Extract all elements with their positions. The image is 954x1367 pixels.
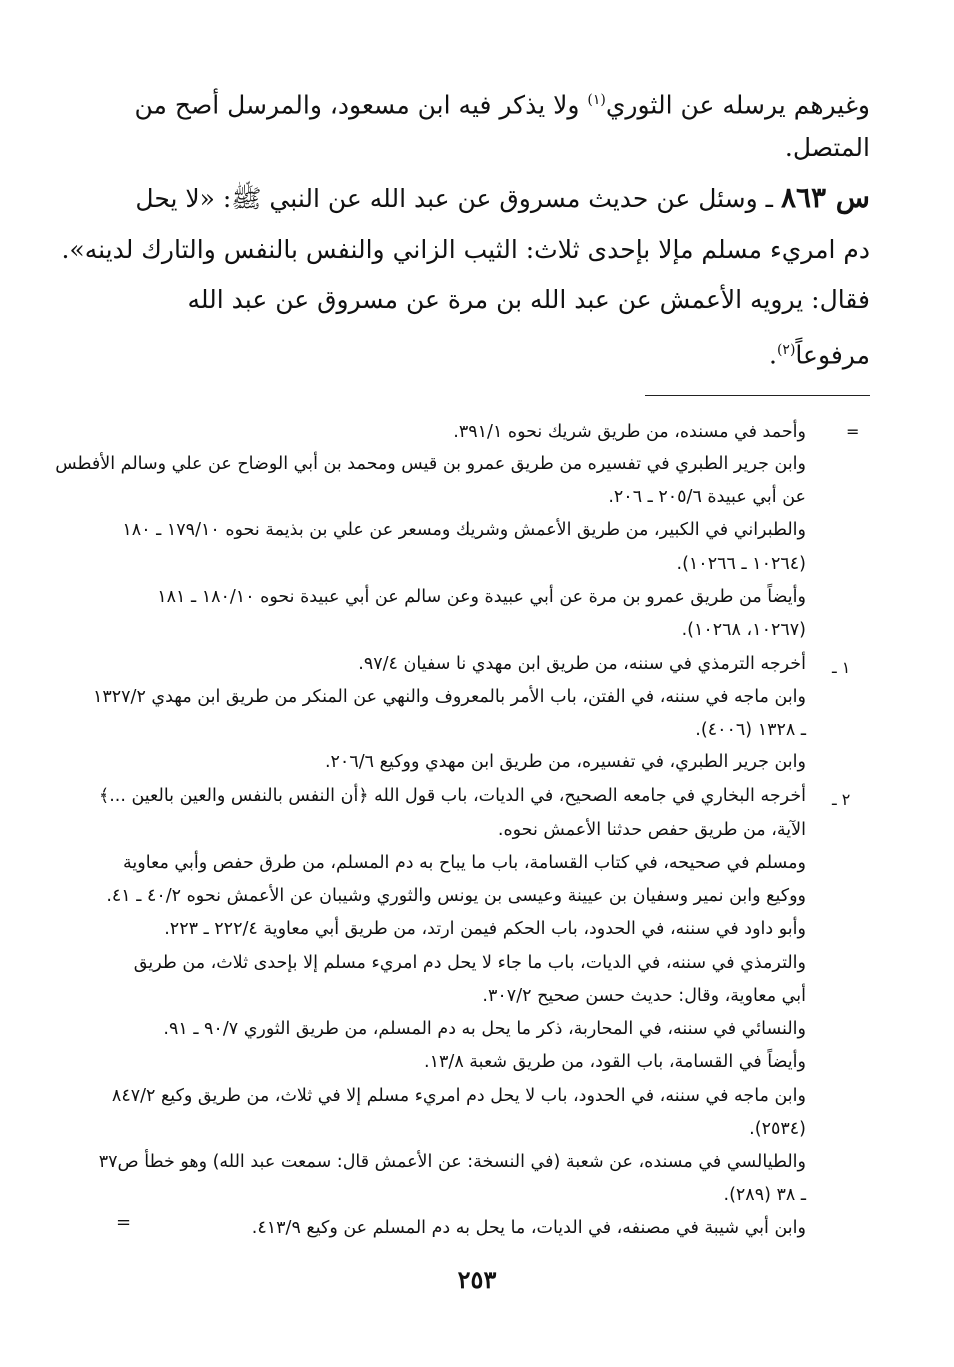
footnote-line: (١٠٢٦٤ ـ ١٠٢٦٦). xyxy=(676,554,806,574)
footnote-ref-2[interactable]: (٢) xyxy=(776,342,796,358)
main-line-1 xyxy=(135,84,871,121)
question-text-b: دم امريء مسلم مإلا بإحدى ثلاث: الثيب الزاني والنفس بالنفس والتارك لدينه». xyxy=(61,235,870,264)
footnote-line: وابن ماجه في سننه، في الحدود، باب لا يحل دم امريء مسلم إلا في ثلاث، من طريق وكيع ٨٤٧/٢ xyxy=(111,1086,806,1106)
footnote-separator xyxy=(645,395,870,396)
footnote-line: والطبراني في الكبير، من طريق الأعمش وشريك ومسعر عن علي بن بذيمة نحوه ١٧٩/١٠ ـ ١٨٠ xyxy=(122,520,806,540)
footnote-line: ومسلم في صحيحه، في كتاب القسامة، باب ما يباح به دم المسلم، من طرق حفص وأبي معاوية xyxy=(122,853,806,873)
footnote-line: عن أبي عبيدة ٢٠٥/٦ ـ ٢٠٦. xyxy=(608,487,806,507)
footnote-ref-1[interactable]: (١) xyxy=(587,92,606,108)
margin-continuation-marker: = xyxy=(116,1212,132,1233)
main-line-1-part-a: وغيرهم يرسله عن الثوري xyxy=(605,90,870,120)
footnote-line: وأحمد في مسنده، من طريق شريك نحوه ٣٩١/١. xyxy=(453,422,806,442)
question-text-a: ـ وسئل عن حديث مسروق عن عبد الله عن النبي ﷺ: «لا يحل xyxy=(135,184,781,213)
main-line-2-text: المتصل. xyxy=(784,133,870,162)
footnote-line: وابن أبي شيبة في مصنفه، في الديات، ما يحل به دم المسلم عن وكيع ٤١٣/٩. xyxy=(251,1218,806,1238)
answer-text-a: فقال: يرويه الأعمش عن عبد الله بن مرة عن مسروق عن عبد الله xyxy=(187,285,870,314)
footnote-line: والترمذي في سننه، في الديات، باب ما جاء لا يحل دم امريء مسلم إلا بإحدى ثلاث، من طريق xyxy=(133,953,806,973)
main-line-2 xyxy=(785,132,870,164)
question-line-2 xyxy=(61,234,870,266)
footnote-line: ـ ٣٨ (٢٨٩). xyxy=(723,1185,806,1205)
footnote-continuation-marker: = xyxy=(846,422,860,441)
footnote-line: الآية، من طريق حفص حدثنا الأعمش نحوه. xyxy=(497,820,806,840)
question-line-1 xyxy=(135,182,870,215)
footnote-line: وأيضاً من طريق عمرو بن مرة عن أبي عبيدة وعن سالم عن أبي عبيدة نحوه ١٨٠/١٠ ـ ١٨١ xyxy=(157,587,806,607)
footnote-line: وأبو داود في سننه، في الحدود، باب الحكم فيمن ارتد، من طريق أبي معاوية ٢٢٢/٤ ـ ٢٢٣. xyxy=(164,919,806,939)
answer-line-2 xyxy=(769,334,870,371)
footnote-line: وابن جرير الطبري، في تفسيره، من طريق ابن مهدي ووكيع ٢٠٦/٦. xyxy=(324,752,806,772)
answer-line-1 xyxy=(187,284,870,316)
footnote-line: ـ ١٣٢٨ (٤٠٠٦). xyxy=(695,720,806,740)
footnote-marker-2: ٢ ـ xyxy=(832,790,851,809)
footnote-marker-1: ١ ـ xyxy=(832,658,851,677)
answer-text-end: . xyxy=(768,340,777,370)
footnote-line: وابن ماجه في سننه، في الفتن، باب الأمر بالمعروف والنهي عن المنكر من طريق ابن مهدي ١٣٢٧/٢ xyxy=(92,687,806,707)
answer-text-b: مرفوعاً xyxy=(795,340,870,370)
footnote-line: وابن جرير الطبري في تفسيره من طريق عمرو بن قيس ومحمد بن أبي الوضاح عن علي وسالم الأفطس xyxy=(55,454,806,474)
footnote-line: والنسائي في سننه، في المحاربة، ذكر ما يحل به دم المسلم، من طريق الثوري ٩٠/٧ ـ ٩١. xyxy=(163,1019,806,1039)
footnote-line: والطيالسي في مسنده، عن شعبة (في النسخة: عن الأعمش قال: سمعت عبد الله) وهو خطأ ص٣٧ xyxy=(98,1152,806,1172)
footnote-line: وأيضاً في القسامة، باب القود، من طريق شعبة ١٣/٨. xyxy=(424,1052,806,1072)
footnote-line: ووكيع وابن نمير وسفيان بن عيينة وعيسى بن يونس والثوري وشيبان عن الأعمش نحوه ٤٠/٢ ـ ٤١. xyxy=(106,886,806,906)
footnote-line: (١٠٢٦٧، ١٠٢٦٨). xyxy=(681,620,806,640)
footnote-line: (٢٥٣٤). xyxy=(749,1119,806,1139)
page-number: ٢٥٣ xyxy=(457,1265,497,1294)
footnote-line: أخرجه البخاري في جامعه الصحيح، في الديات، باب قول الله ﴿أن النفس بالنفس والعين بالعين ...﴾ xyxy=(98,786,806,806)
main-line-1-part-b: ولا يذكر فيه ابن مسعود، والمرسل أصح من xyxy=(134,90,588,120)
footnote-line: أبي معاوية، وقال: حديث حسن صحيح ٣٠٧/٢. xyxy=(482,986,806,1006)
main-text-block xyxy=(61,70,870,390)
question-number: س ٨٦٣ xyxy=(780,181,870,214)
footnote-line: أخرجه الترمذي في سننه، من طريق ابن مهدي نا سفيان ٩٧/٤. xyxy=(358,654,806,674)
